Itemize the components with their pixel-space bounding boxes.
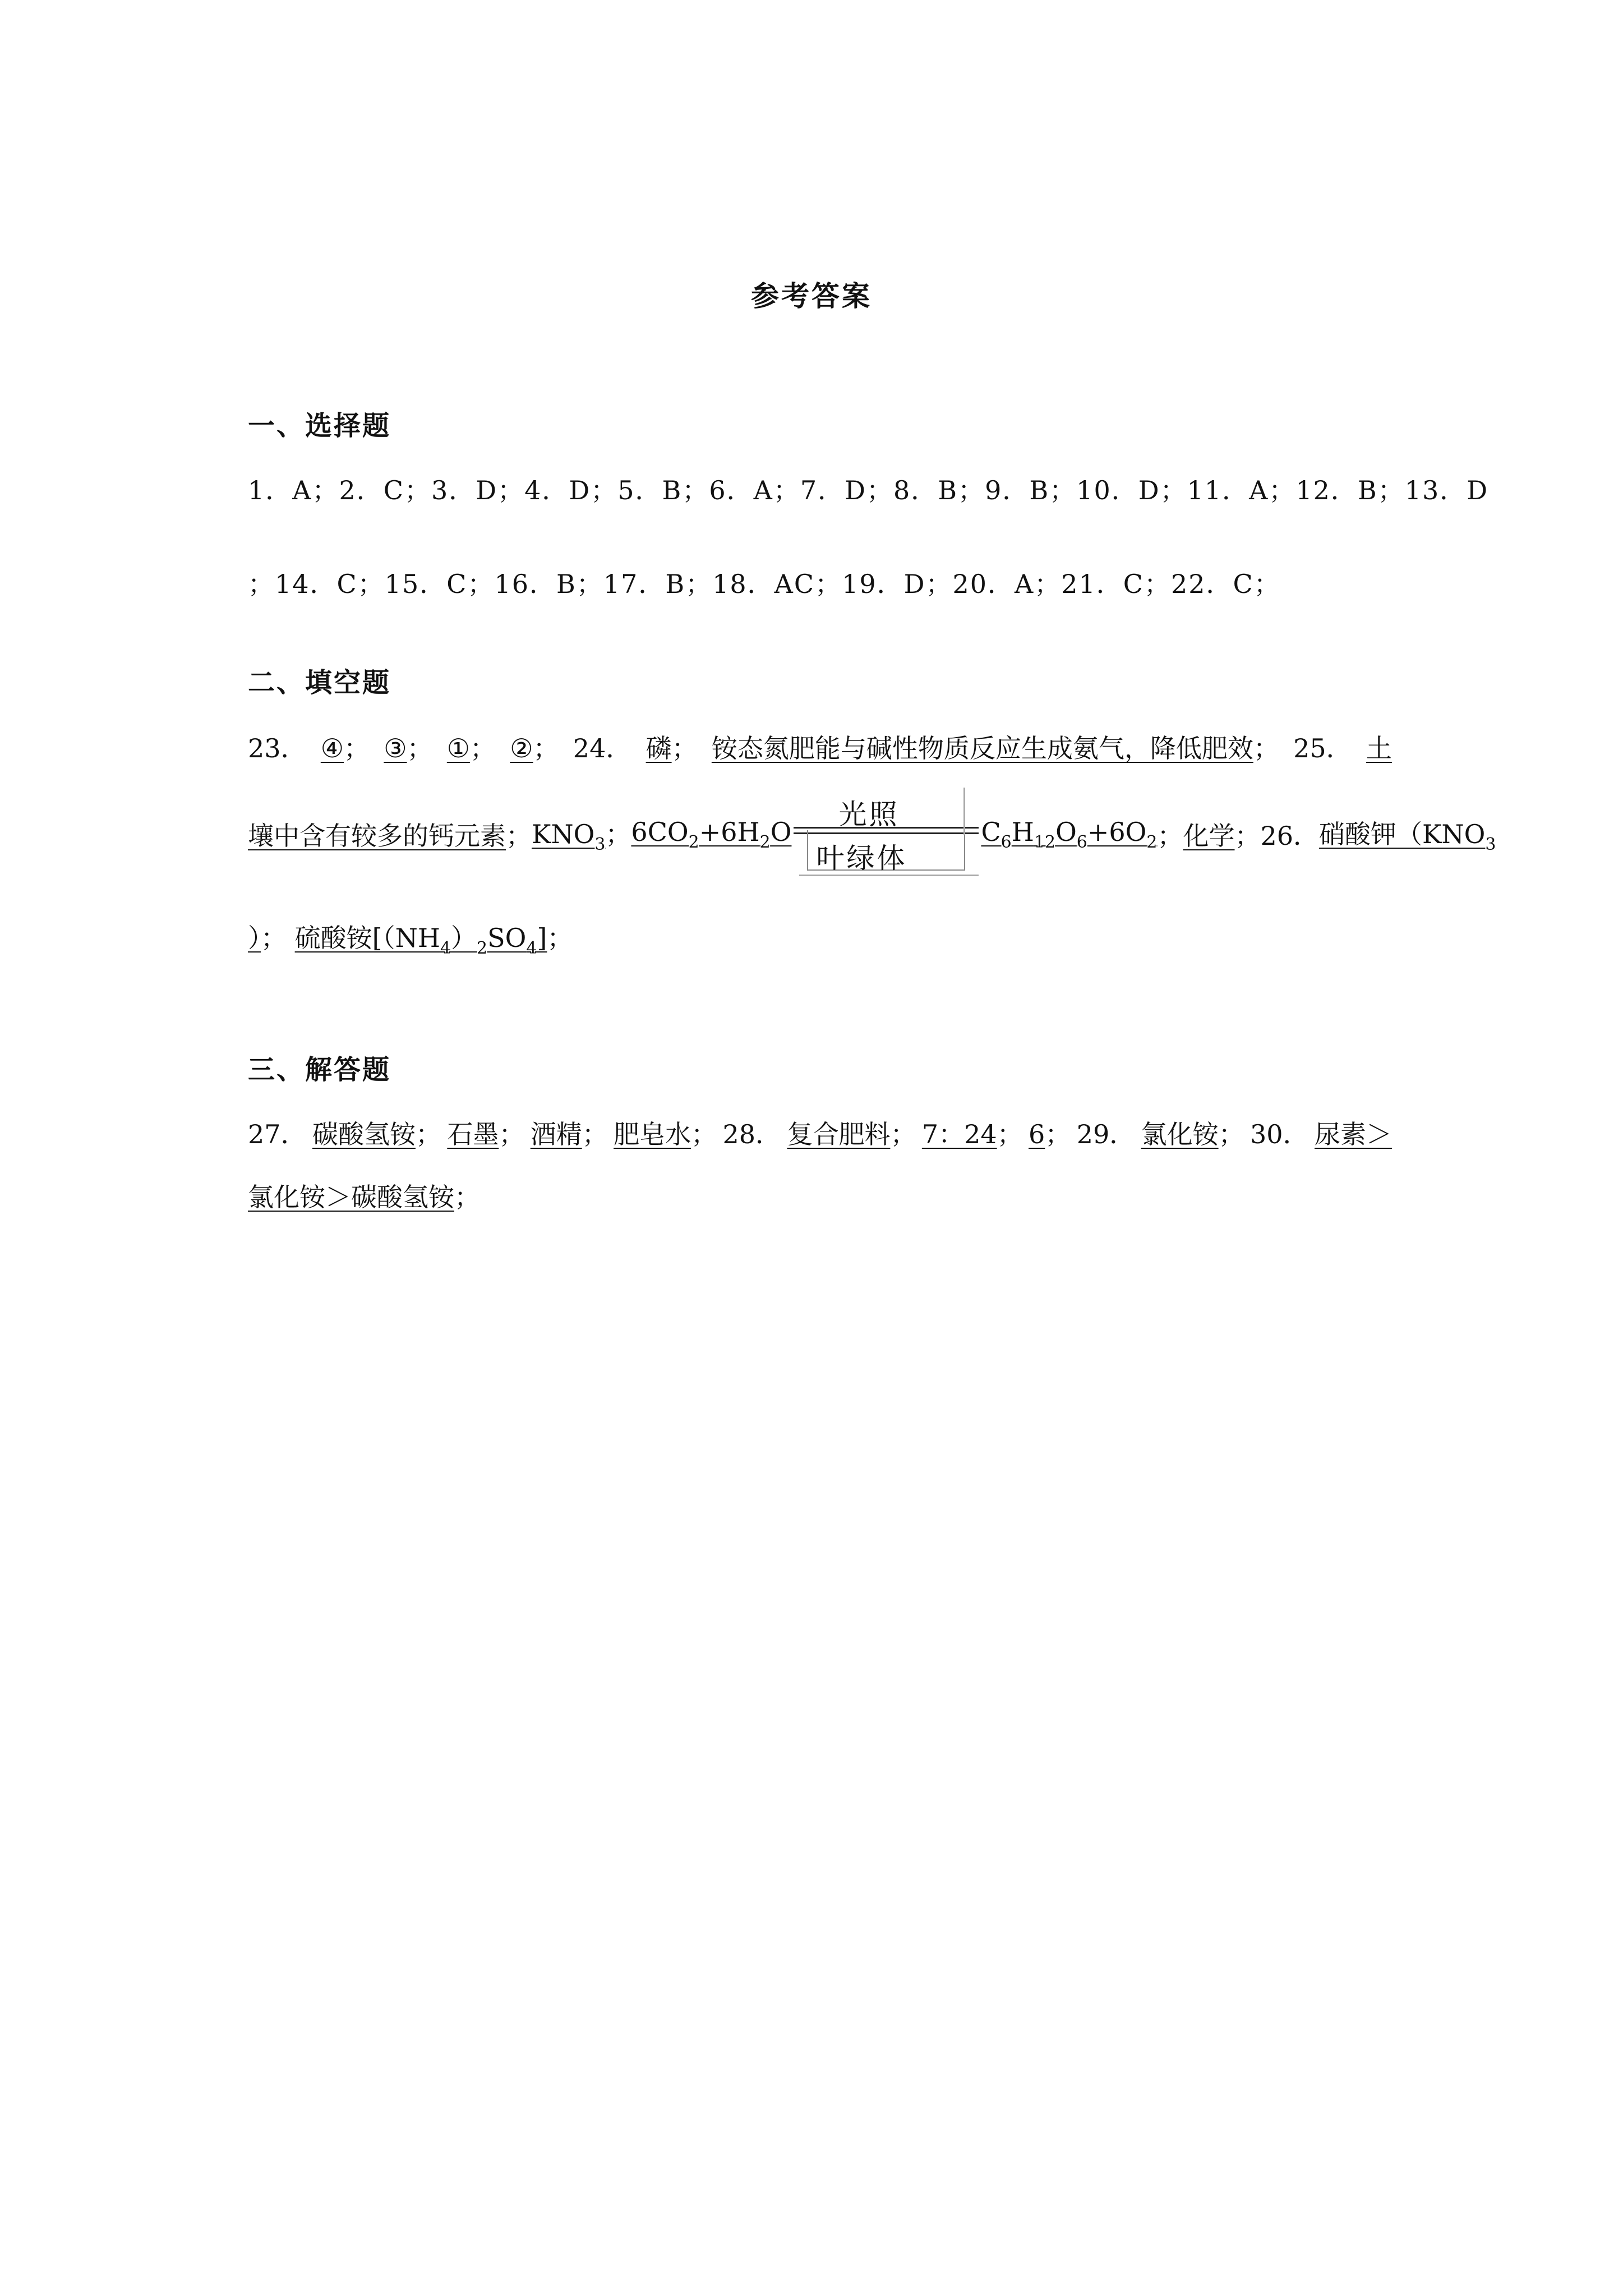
q23-num: 23．: [248, 733, 307, 763]
answer-item: 2．C；: [339, 475, 431, 505]
q26-answer-1-start: 硝酸钾（$KNO_3$: [1319, 819, 1496, 854]
q26-answer-2: 硫酸铵$[(NH_4)_2SO_4]$: [294, 923, 547, 958]
q25-num: 25．: [1293, 733, 1352, 763]
section-heading-choice: 一、选择题: [248, 410, 391, 441]
answer-item: 10．D；: [1076, 475, 1187, 505]
photosynthesis-equation: $6CO_2+6H_2O$ 光照 叶绿体 $C_6H_{12}O_6+6O_2$ ；: [631, 792, 1183, 876]
q23-answer-2: ③: [384, 733, 407, 763]
q26-num: 26．: [1260, 821, 1320, 851]
fill-answers-line-3: ）； 硫酸铵$[(NH_4)_2SO_4]$；: [248, 923, 573, 958]
answer-item: 5．B；: [617, 475, 709, 505]
answer-item: 7．D；: [800, 475, 894, 505]
solve-answers-line-2: 氯化铵＞碳酸氢铵；: [248, 1182, 480, 1212]
answer-item: 8．B；: [893, 475, 985, 505]
q25-answer-4: 化学: [1183, 821, 1235, 851]
q26-answer-1-end: ）: [248, 923, 261, 953]
q27-answer-1: 碳酸氢铵: [312, 1119, 416, 1149]
choice-answers-line-2: ；14．C；15．C；16．B；17．B；18．AC；19．D；20．A；21．C；22．C；: [248, 569, 1281, 599]
q28-answer-1: 复合肥料: [787, 1119, 891, 1149]
q23-answer-3: ①: [446, 733, 471, 763]
q30-answer-end: 氯化铵＞碳酸氢铵: [248, 1182, 454, 1212]
q23-answer-1: ④: [320, 733, 344, 763]
q27-num: 27．: [248, 1119, 307, 1149]
q28-num: 28．: [722, 1119, 782, 1149]
q29-num: 29．: [1076, 1119, 1136, 1149]
equation-reactants: $6CO_2+6H_2O$: [631, 816, 792, 852]
answer-item: 11．A；: [1187, 475, 1296, 505]
solve-answers-line-1: 27． 碳酸氢铵； 石墨； 酒精； 肥皂水； 28． 复合肥料； 7：24； 6； 29． 氯化铵； 30． 尿素＞: [248, 1114, 1392, 1151]
q25-answer-1-end: 壤中含有较多的钙元素: [248, 821, 506, 851]
condition-light: 光照: [838, 798, 900, 831]
q30-answer-start: 尿素＞: [1314, 1119, 1392, 1149]
q28-answer-2: 7：24: [921, 1119, 997, 1149]
section-heading-fill: 二、填空题: [248, 667, 391, 698]
q24-answer-2: 铵态氮肥能与碱性物质反应生成氨气，降低肥效: [711, 733, 1253, 763]
answer-item: 6．A；: [709, 475, 800, 505]
answer-item: 9．B；: [985, 475, 1077, 505]
q27-answer-4: 肥皂水: [614, 1119, 691, 1149]
q25-answer-2: $KNO_3$: [532, 819, 606, 854]
q27-answer-3: 酒精: [530, 1119, 582, 1149]
q30-num: 30．: [1250, 1119, 1309, 1149]
q24-answer-1: 磷: [645, 733, 672, 763]
fill-answers-line-2: 壤中含有较多的钙元素； $KNO_3$； $6CO_2+6H_2O$ 光照 叶绿体 $C_6H_{12}O_6+6O_2$ ； 化学； 26． 硝酸钾（$KNO_3$: [248, 792, 1392, 876]
answer-item: 13．D: [1404, 475, 1489, 505]
q29-answer-1: 氯化铵: [1141, 1119, 1219, 1149]
q23-answer-4: ②: [510, 733, 533, 763]
page-title: 参考答案: [751, 279, 872, 312]
fill-answers-line-1: 23． ④； ③； ①； ②； 24． 磷； 铵态氮肥能与碱性物质反应生成氨气，降低肥效； 25． 土: [248, 728, 1392, 765]
answer-item: 4．D；: [524, 475, 618, 505]
answer-item: 3．D；: [431, 475, 525, 505]
reaction-condition-box: [794, 792, 979, 876]
q27-answer-2: 石墨: [447, 1119, 499, 1149]
answer-item: 12．B；: [1295, 475, 1405, 505]
answer-item: 1．A；: [248, 475, 339, 505]
q25-answer-1-start: 土: [1366, 733, 1392, 763]
q28-answer-3: 6: [1029, 1119, 1045, 1149]
q24-num: 24．: [573, 733, 632, 763]
equation-products: $C_6H_{12}O_6+6O_2$: [981, 816, 1158, 852]
section-heading-answer: 三、解答题: [248, 1054, 391, 1085]
choice-answers-line-1: [248, 470, 1489, 507]
condition-chlorophyll: 叶绿体: [816, 842, 907, 875]
